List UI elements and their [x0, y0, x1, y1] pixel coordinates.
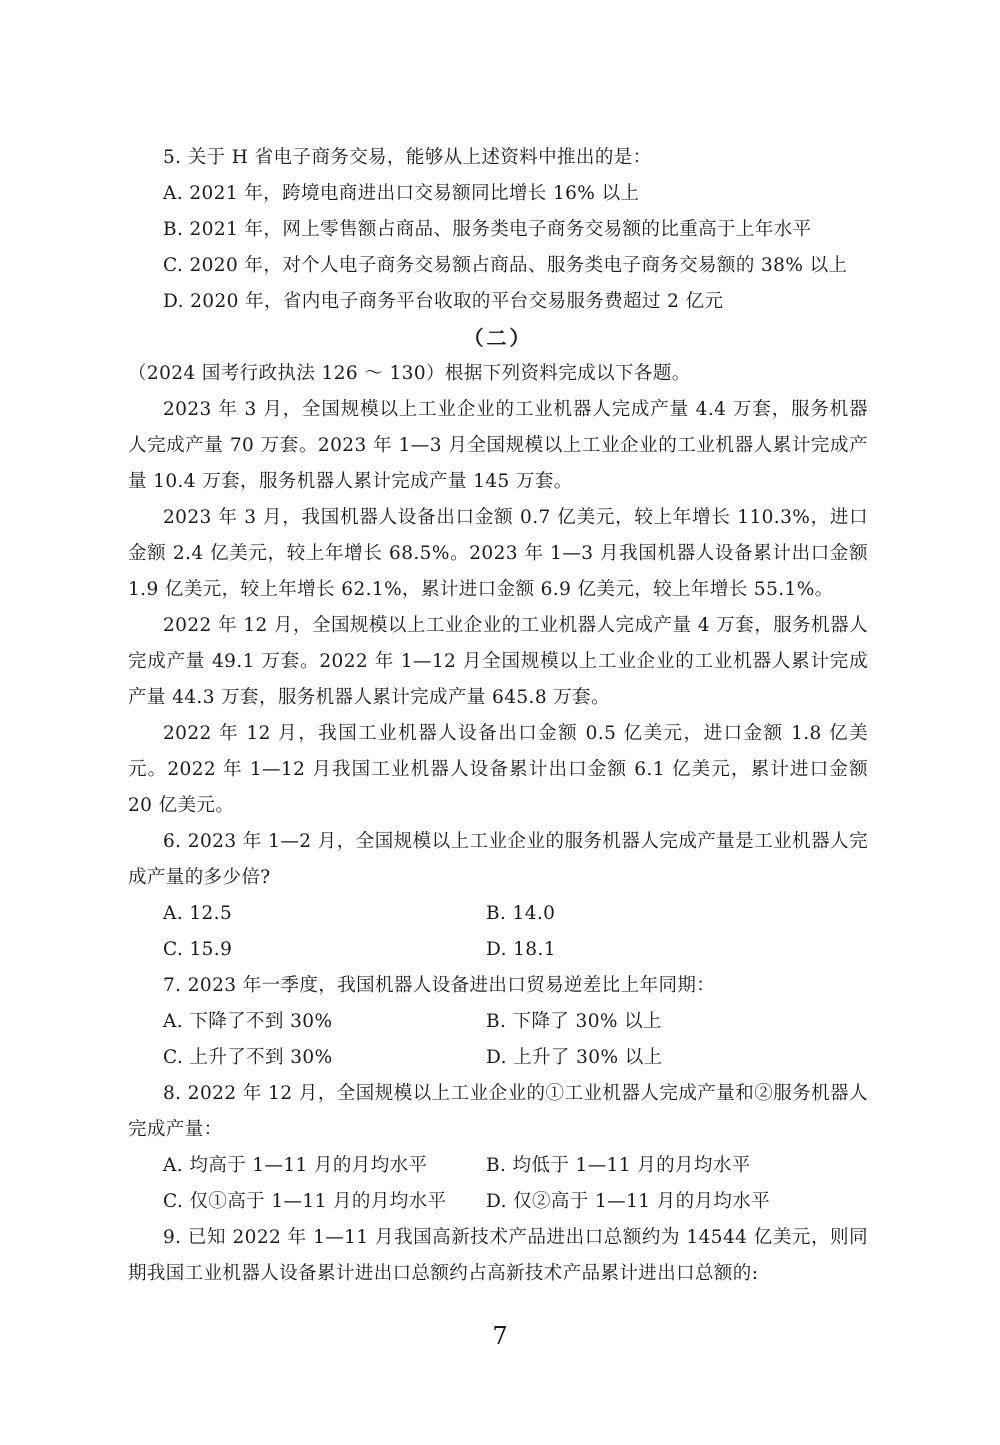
question-5-stem: 5. 关于 H 省电子商务交易，能够从上述资料中推出的是：	[163, 147, 652, 168]
question-8-option-d: D. 仅②高于 1—11 月的月均水平	[486, 1191, 771, 1212]
material-intro: （2024 国考行政执法 126 ～ 130）根据下列资料完成以下各题。	[128, 363, 691, 384]
page-content	[128, 140, 868, 1292]
question-5-option-a: A. 2021 年，跨境电商进出口交易额同比增长 16% 以上	[163, 183, 640, 204]
question-5-option-b: B. 2021 年，网上零售额占商品、服务类电子商务交易额的比重高于上年水平	[163, 219, 812, 240]
material-paragraph-1: 2023 年 3 月，全国规模以上工业企业的工业机器人完成产量 4.4 万套，服务机器人完成产量 70 万套。2023 年 1—3 月全国规模以上工业企业的工业机器人累计完成产量 10.4 万套，服务机器人累计完成产量 145 万套。	[128, 399, 868, 492]
question-7-option-b: B. 下降了 30% 以上	[486, 1011, 662, 1032]
section-heading: （二）	[463, 326, 533, 350]
question-7-stem: 7. 2023 年一季度，我国机器人设备进出口贸易逆差比上年同期：	[163, 975, 716, 996]
question-6-option-b: B. 14.0	[486, 903, 556, 924]
page-number: 7	[492, 1322, 508, 1350]
question-6-stem: 6. 2023 年 1—2 月，全国规模以上工业企业的服务机器人完成产量是工业机器人完成产量的多少倍?	[128, 831, 868, 888]
material-paragraph-4: 2022 年 12 月，我国工业机器人设备出口金额 0.5 亿美元，进口金额 1.8 亿美元。2022 年 1—12 月我国工业机器人设备累计出口金额 6.1 亿美元，累计进口金额 20 亿美元。	[128, 723, 868, 816]
question-6-option-c: C. 15.9	[163, 939, 233, 960]
question-7-option-c: C. 上升了不到 30%	[163, 1047, 333, 1068]
question-7-option-d: D. 上升了 30% 以上	[486, 1047, 663, 1068]
question-8-option-c: C. 仅①高于 1—11 月的月均水平	[163, 1191, 447, 1212]
question-6-options	[128, 896, 868, 968]
question-8-option-a: A. 均高于 1—11 月的月均水平	[163, 1155, 428, 1176]
question-6-option-d: D. 18.1	[486, 939, 556, 960]
question-6-option-a: A. 12.5	[163, 903, 233, 924]
material-paragraph-2: 2023 年 3 月，我国机器人设备出口金额 0.7 亿美元，较上年增长 110.3%，进口金额 2.4 亿美元，较上年增长 68.5%。2023 年 1—3 月我国机器人设备累计出口金额 1.9 亿美元，较上年增长 62.1%，累计进口金额 6.9 亿美元，较上年增长 55.1%。	[128, 507, 868, 600]
question-8-options	[128, 1148, 868, 1220]
question-7-options	[128, 1004, 868, 1076]
material-paragraph-3: 2022 年 12 月，全国规模以上工业企业的工业机器人完成产量 4 万套，服务机器人完成产量 49.1 万套。2022 年 1—12 月全国规模以上工业企业的工业机器人累计完成产量 44.3 万套，服务机器人累计完成产量 645.8 万套。	[128, 615, 868, 708]
question-8-option-b: B. 均低于 1—11 月的月均水平	[486, 1155, 751, 1176]
question-7-option-a: A. 下降了不到 30%	[163, 1011, 333, 1032]
question-9-stem: 9. 已知 2022 年 1—11 月我国高新技术产品进出口总额约为 14544 亿美元，则同期我国工业机器人设备累计进出口总额约占高新技术产品累计进出口总额的:	[128, 1227, 868, 1284]
question-5-option-c: C. 2020 年，对个人电子商务交易额占商品、服务类电子商务交易额的 38% 以上	[163, 255, 848, 276]
question-8-stem: 8. 2022 年 12 月，全国规模以上工业企业的①工业机器人完成产量和②服务机器人完成产量：	[128, 1083, 868, 1140]
question-5-option-d: D. 2020 年，省内电子商务平台收取的平台交易服务费超过 2 亿元	[163, 291, 724, 312]
